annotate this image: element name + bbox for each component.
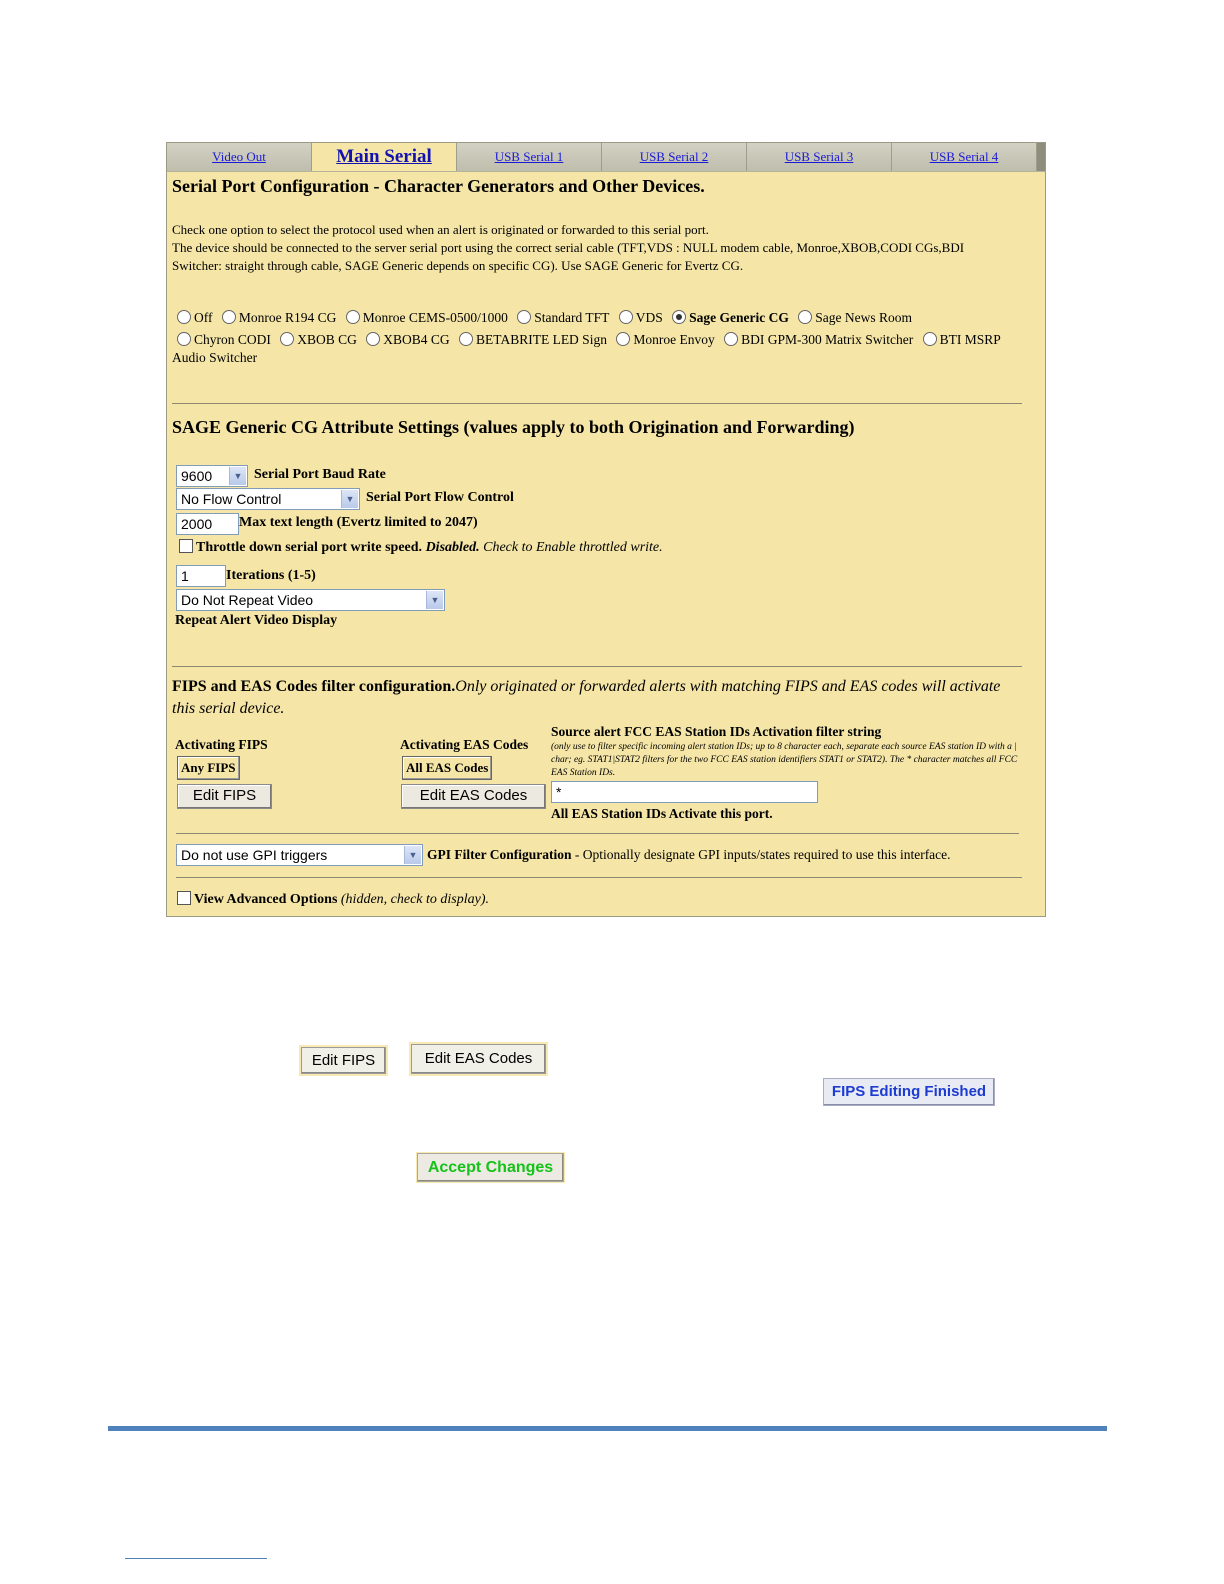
tab-usb-serial-4[interactable]: USB Serial 4 (892, 143, 1037, 171)
dropdown-arrow-icon[interactable]: ▼ (229, 467, 246, 485)
protocol-option-sage-news-room[interactable]: Sage News Room (798, 310, 912, 325)
divider (172, 403, 1022, 404)
protocol-option-betabrite[interactable]: BETABRITE LED Sign (459, 332, 607, 347)
divider (172, 666, 1022, 667)
protocol-option-xbob-cg[interactable]: XBOB CG (280, 332, 357, 347)
gpi-filter-label: GPI Filter Configuration - Optionally designate GPI inputs/states required to use this interface. (427, 847, 951, 862)
tab-bar-end (1037, 143, 1045, 171)
iterations-label: Iterations (1-5) (226, 568, 316, 583)
protocol-option-standard-tft[interactable]: Standard TFT (517, 310, 609, 325)
accept-changes-button[interactable]: Accept Changes (417, 1153, 564, 1182)
throttle-checkbox[interactable] (179, 539, 193, 553)
radio-icon[interactable] (177, 310, 191, 324)
divider (176, 833, 1019, 834)
max-text-length-label: Max text length (Evertz limited to 2047) (239, 515, 478, 530)
tab-video-out[interactable]: Video Out (167, 143, 312, 171)
instruction-line-1: Check one option to select the protocol used when an alert is originated or forwarded to this serial port. (172, 222, 709, 237)
protocol-option-vds[interactable]: VDS (619, 310, 663, 325)
throttle-state: Disabled. (425, 540, 480, 555)
section-title-sage-generic: SAGE Generic CG Attribute Settings (values apply to both Origination and Forwarding) (172, 417, 855, 437)
activating-fips-header: Activating FIPS (175, 737, 268, 752)
station-id-filter-status: All EAS Station IDs Activate this port. (551, 806, 773, 821)
radio-icon[interactable] (517, 310, 531, 324)
protocol-options-row-1 (177, 309, 1027, 327)
iterations-input[interactable]: 1 (176, 565, 226, 587)
station-id-filter-note: (only use to filter specific incoming alert station IDs; up to 8 character each, separate each source EAS station ID with a | char; eg. STAT1|STAT2 filters for the two FCC EAS station identifiers STAT1 or STAT2). The * character matches all FCC EAS Station IDs. (551, 742, 1018, 778)
dropdown-arrow-icon[interactable]: ▼ (404, 846, 421, 864)
section-title-serial-port: Serial Port Configuration - Character Generators and Other Devices. (172, 176, 705, 196)
radio-icon[interactable] (222, 310, 236, 324)
tab-bar (167, 143, 1045, 172)
edit-fips-button[interactable]: Edit FIPS (177, 784, 272, 809)
protocol-option-monroe-cems[interactable]: Monroe CEMS-0500/1000 (346, 310, 508, 325)
protocol-option-xbob4-cg[interactable]: XBOB4 CG (366, 332, 449, 347)
protocol-option-bti-msrp-tail: Audio Switcher (172, 350, 258, 365)
protocol-option-monroe-envoy[interactable]: Monroe Envoy (616, 332, 714, 347)
dropdown-arrow-icon[interactable]: ▼ (341, 490, 358, 508)
protocol-option-bti-msrp[interactable]: BTI MSRP (923, 332, 1001, 347)
tab-usb-serial-2[interactable]: USB Serial 2 (602, 143, 747, 171)
flow-control-label: Serial Port Flow Control (366, 490, 514, 505)
advanced-options-row: View Advanced Options (hidden, check to display). (177, 891, 489, 908)
radio-icon[interactable] (724, 332, 738, 346)
footnote-separator (125, 1558, 267, 1559)
serial-config-panel (166, 142, 1046, 917)
edit-eas-codes-button-sample[interactable]: Edit EAS Codes (411, 1044, 546, 1074)
radio-icon[interactable] (616, 332, 630, 346)
radio-icon[interactable] (798, 310, 812, 324)
protocol-option-sage-generic-cg[interactable]: Sage Generic CG (672, 310, 789, 325)
tab-main-serial[interactable]: Main Serial (312, 143, 457, 171)
flow-control-select[interactable]: No Flow Control ▼ (176, 488, 360, 510)
repeat-video-label: Repeat Alert Video Display (175, 613, 338, 628)
baud-rate-select[interactable]: 9600 ▼ (176, 465, 248, 487)
footer-rule (108, 1426, 1107, 1431)
max-text-length-input[interactable]: 2000 (176, 513, 239, 535)
throttle-row (179, 539, 663, 556)
radio-icon[interactable] (346, 310, 360, 324)
protocol-option-off[interactable]: Off (177, 310, 213, 325)
activating-eas-header: Activating EAS Codes (400, 737, 529, 752)
tab-usb-serial-1[interactable]: USB Serial 1 (457, 143, 602, 171)
divider (176, 877, 1022, 878)
protocol-options-row-2 (177, 331, 1037, 349)
repeat-video-select[interactable]: Do Not Repeat Video ▼ (176, 589, 445, 611)
station-id-filter-input[interactable]: * (551, 781, 818, 803)
tab-usb-serial-3[interactable]: USB Serial 3 (747, 143, 892, 171)
advanced-options-checkbox[interactable] (177, 891, 191, 905)
radio-icon[interactable] (459, 332, 473, 346)
radio-icon[interactable] (366, 332, 380, 346)
radio-icon[interactable] (619, 310, 633, 324)
edit-fips-button-sample[interactable]: Edit FIPS (301, 1047, 386, 1074)
station-id-filter-header: Source alert FCC EAS Station IDs Activation filter string (551, 724, 882, 739)
radio-selected-icon[interactable] (672, 310, 686, 324)
dropdown-arrow-icon[interactable]: ▼ (426, 591, 443, 609)
instruction-line-2: The device should be connected to the server serial port using the correct serial cable (TFT,VDS : NULL modem cable, Monroe,XBOB,CODI CGs,BDI Switcher: straight through cable, SAGE Generic depends on specific CG). Use SAGE Generic for Evertz CG. (172, 240, 965, 273)
protocol-option-monroe-r194[interactable]: Monroe R194 CG (222, 310, 337, 325)
protocol-option-chyron-codi[interactable]: Chyron CODI (177, 332, 271, 347)
gpi-trigger-select[interactable]: Do not use GPI triggers ▼ (176, 844, 423, 866)
edit-eas-codes-button[interactable]: Edit EAS Codes (401, 784, 546, 809)
fips-eas-section-title: FIPS and EAS Codes filter configuration.Only originated or forwarded alerts with matching FIPS and EAS codes will activate this serial device. (172, 678, 1001, 717)
fips-editing-finished-button[interactable]: FIPS Editing Finished (823, 1078, 995, 1106)
activating-eas-value: All EAS Codes (402, 756, 492, 780)
radio-icon[interactable] (177, 332, 191, 346)
activating-fips-value: Any FIPS (177, 756, 240, 780)
radio-icon[interactable] (280, 332, 294, 346)
protocol-instructions (172, 221, 1012, 275)
throttle-hint: Check to Enable throttled write. (483, 540, 663, 555)
radio-icon[interactable] (923, 332, 937, 346)
protocol-option-bdi-gpm-300[interactable]: BDI GPM-300 Matrix Switcher (724, 332, 913, 347)
baud-rate-label: Serial Port Baud Rate (254, 467, 386, 482)
throttle-label: Throttle down serial port write speed. (196, 540, 423, 555)
